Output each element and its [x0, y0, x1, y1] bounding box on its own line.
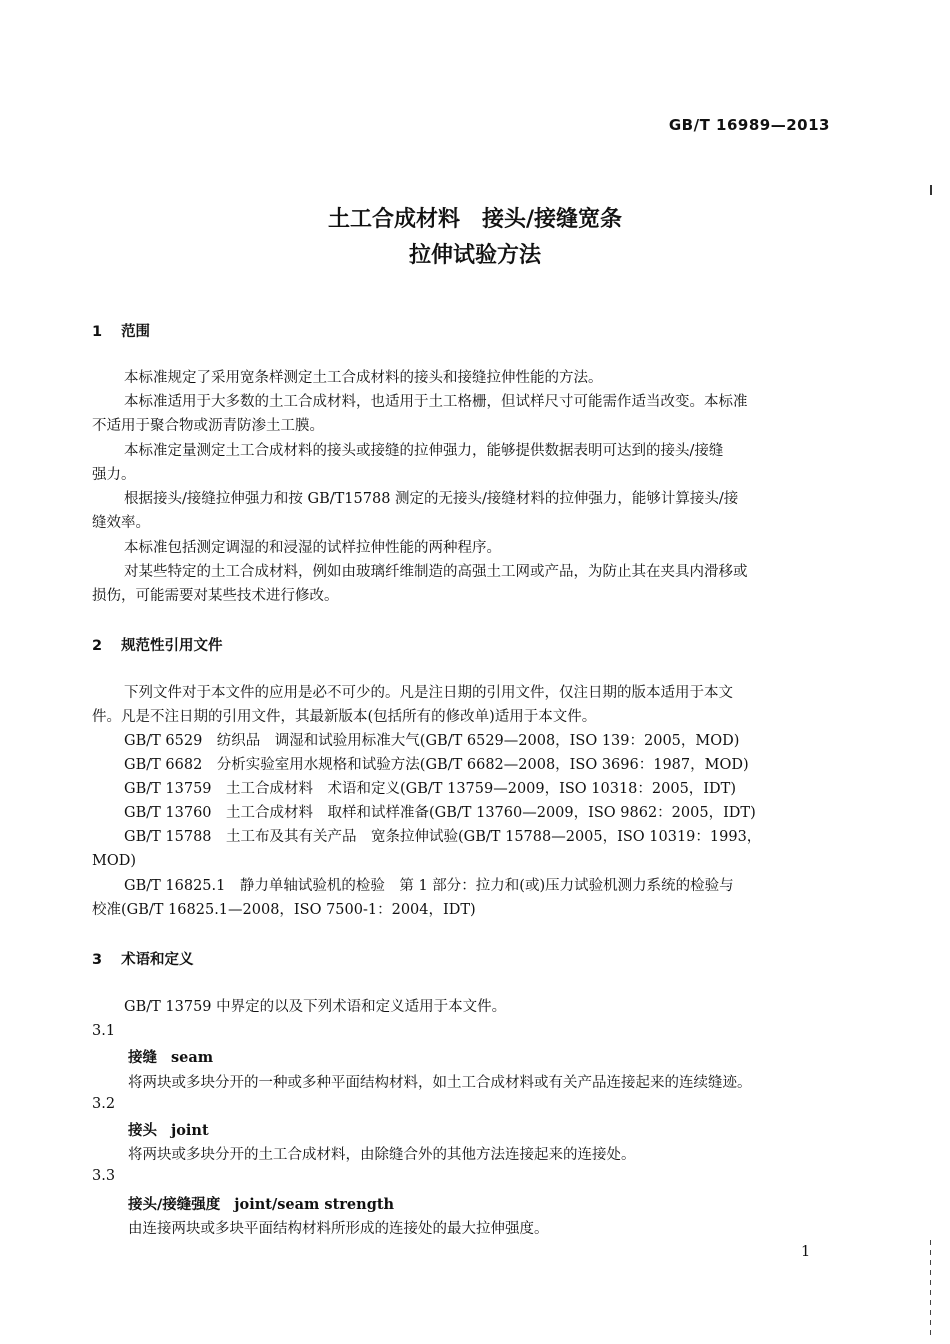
section-number: 1 [92, 324, 103, 340]
paragraph-line: 损伤，可能需要对某些技术进行修改。 [92, 588, 339, 604]
term-definition: 将两块或多块分开的一种或多种平面结构材料，如土工合成材料或有关产品连接起来的连续缝迹。 [128, 1075, 752, 1091]
document-title-line-1: 土工合成材料 接头/接缝宽条 [327, 207, 623, 232]
section-number: 2 [92, 638, 103, 654]
paragraph-line: 本标准适用于大多数的土工合成材料，也适用于土工格栅，但试样尺寸可能需作适当改变。本标准 [124, 394, 748, 410]
reference-item: GB/T 6682 分析实验室用水规格和试验方法(GB/T 6682—2008，ISO 3696：1987，MOD) [124, 757, 749, 773]
paragraph-line: 缝效率。 [92, 515, 150, 531]
term-heading [128, 1193, 394, 1214]
section-intro: GB/T 13759 中界定的以及下列术语和定义适用于本文件。 [124, 999, 507, 1015]
section-2-heading [92, 634, 223, 655]
standard-number: GB/T 16989—2013 [668, 116, 830, 134]
term-heading [128, 1119, 209, 1140]
paragraph-line: 本标准定量测定土工合成材料的接头或接缝的拉伸强力，能够提供数据表明可达到的接头/接缝 [124, 443, 724, 459]
scan-edge-mark [930, 1240, 931, 1340]
section-1-heading [92, 320, 150, 341]
paragraph-line: 强力。 [92, 467, 136, 483]
scan-edge-mark [930, 185, 932, 195]
term-definition: 将两块或多块分开的土工合成材料，由除缝合外的其他方法连接起来的连接处。 [128, 1147, 636, 1163]
paragraph-line: 不适用于聚合物或沥青防渗土工膜。 [92, 418, 324, 434]
term-english: seam [171, 1049, 214, 1066]
paragraph-line: 本标准规定了采用宽条样测定土工合成材料的接头和接缝拉伸性能的方法。 [124, 370, 603, 386]
reference-item: MOD) [92, 853, 137, 869]
section-3-heading [92, 948, 194, 969]
term-english: joint/seam strength [234, 1196, 395, 1213]
reference-item: 校准(GB/T 16825.1—2008，ISO 7500-1：2004，IDT) [92, 902, 476, 918]
term-definition: 由连接两块或多块平面结构材料所形成的连接处的最大拉伸强度。 [128, 1221, 549, 1237]
term-chinese: 接头/接缝强度 [128, 1197, 221, 1213]
reference-item: GB/T 16825.1 静力单轴试验机的检验 第 1 部分：拉力和(或)压力试验机测力系统的检验与 [124, 878, 734, 894]
term-heading [128, 1046, 213, 1067]
section-title: 术语和定义 [121, 952, 194, 968]
reference-item: GB/T 13759 土工合成材料 术语和定义(GB/T 13759—2009，ISO 10318：2005，IDT) [124, 781, 736, 797]
page-number: 1 [801, 1244, 811, 1260]
term-number: 3.1 [92, 1023, 116, 1039]
term-chinese: 接头 [128, 1123, 157, 1139]
reference-item: GB/T 6529 纺织品 调湿和试验用标准大气(GB/T 6529—2008，ISO 139：2005，MOD) [124, 733, 740, 749]
paragraph-line: 下列文件对于本文件的应用是必不可少的。凡是注日期的引用文件，仅注日期的版本适用于本文 [124, 685, 733, 701]
term-number: 3.2 [92, 1096, 116, 1112]
term-english: joint [171, 1122, 209, 1139]
paragraph-line: 对某些特定的土工合成材料，例如由玻璃纤维制造的高强土工网或产品，为防止其在夹具内滑移或 [124, 564, 748, 580]
section-title: 规范性引用文件 [121, 638, 223, 654]
reference-item: GB/T 13760 土工合成材料 取样和试样准备(GB/T 13760—2009，ISO 9862：2005，IDT) [124, 805, 756, 821]
term-chinese: 接缝 [128, 1050, 157, 1066]
paragraph-line: 本标准包括测定调湿的和浸湿的试样拉伸性能的两种程序。 [124, 540, 501, 556]
paragraph-line: 件。凡是不注日期的引用文件，其最新版本(包括所有的修改单)适用于本文件。 [92, 709, 597, 725]
section-number: 3 [92, 952, 103, 968]
section-title: 范围 [121, 324, 151, 340]
document-title-line-2: 拉伸试验方法 [408, 243, 541, 268]
reference-item: GB/T 15788 土工布及其有关产品 宽条拉伸试验(GB/T 15788—2005，ISO 10319：1993， [124, 829, 762, 845]
paragraph-line: 根据接头/接缝拉伸强力和按 GB/T15788 测定的无接头/接缝材料的拉伸强力，能够计算接头/接 [124, 491, 739, 507]
term-number: 3.3 [92, 1168, 116, 1184]
